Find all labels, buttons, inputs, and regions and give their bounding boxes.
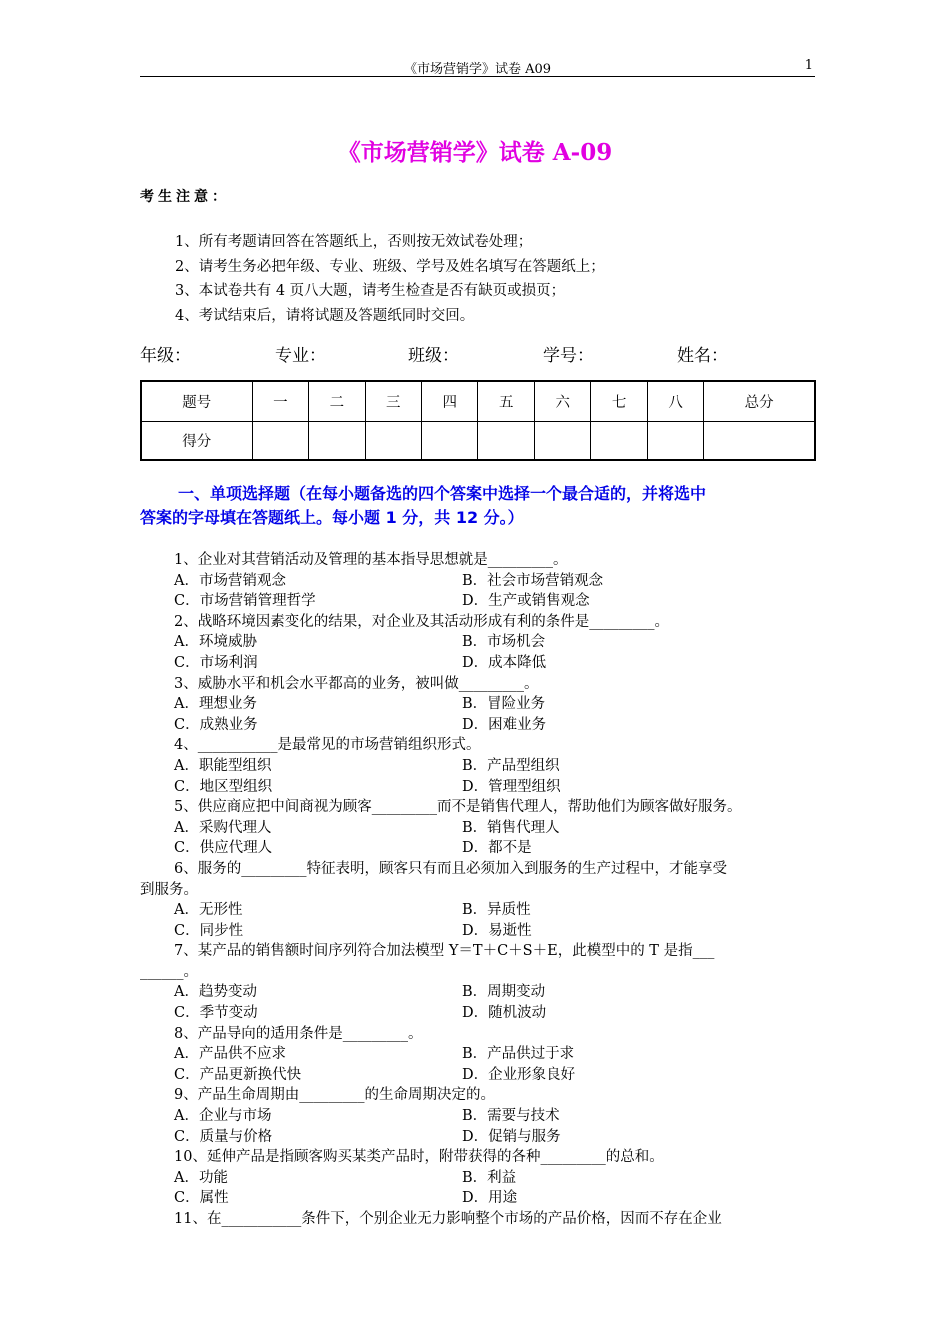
option-row: A．产品供不应求 B．产品供过于求 <box>174 1046 575 1063</box>
score-cell <box>309 421 365 460</box>
question-stem: 6、服务的_________特征表明，顾客只有而且必须加入到服务的生产过程中，才能享受 <box>174 860 727 877</box>
table-cell: 五 <box>478 381 534 421</box>
table-cell: 总分 <box>704 381 815 421</box>
score-cell <box>647 421 703 460</box>
option-row: C．产品更新换代快 D．企业形象良好 <box>174 1066 576 1083</box>
option-row: A．市场营销观念 B．社会市场营销观念 <box>174 572 604 589</box>
section-heading-line: 答案的字母填在答题纸上。每小题 1 分，共 12 分。） <box>140 508 524 527</box>
page-number: 1 <box>804 58 813 73</box>
field-major: 专业： <box>275 346 326 366</box>
page-header <box>140 58 815 77</box>
option-row: C．同步性 D．易逝性 <box>174 922 532 939</box>
score-table-score-row <box>141 421 815 460</box>
table-cell: 七 <box>591 381 647 421</box>
question-stem: 2、战略环境因素变化的结果，对企业及其活动形成有利的条件是_________。 <box>174 613 669 630</box>
option-row: C．供应代理人 D．都不是 <box>174 840 532 857</box>
section-heading <box>140 482 820 530</box>
score-cell <box>704 421 815 460</box>
table-cell: 题号 <box>141 381 252 421</box>
student-info-fields <box>140 341 820 365</box>
question-stem: 7、某产品的销售额时间序列符合加法模型 Y＝T＋C＋S＋E，此模型中的 T 是指___ <box>174 943 715 960</box>
option-row: C．属性 D．用途 <box>174 1190 518 1207</box>
table-cell: 八 <box>647 381 703 421</box>
option-row: C．成熟业务 D．困难业务 <box>174 716 547 733</box>
option-row: A．无形性 B．异质性 <box>174 902 531 919</box>
option-row: A．趋势变动 B．周期变动 <box>174 984 546 1001</box>
score-cell <box>478 421 534 460</box>
notice-item: 4、考试结束后，请将试题及答题纸同时交回。 <box>175 307 475 324</box>
header-title: 《市场营销学》试卷 A09 <box>403 62 552 77</box>
notice-item: 3、本试卷共有 4 页八大题，请考生检查是否有缺页或损页； <box>175 283 566 299</box>
option-row: A．环境威胁 B．市场机会 <box>174 634 546 651</box>
option-row: A．功能 B．利益 <box>174 1169 517 1186</box>
field-grade: 年级： <box>140 346 191 366</box>
table-cell: 六 <box>534 381 590 421</box>
field-class: 班级： <box>408 346 459 366</box>
question-stem: 5、供应商应把中间商视为顾客_________而不是销售代理人，帮助他们为顾客做好服务。 <box>174 799 742 816</box>
notice-label: 考生注意： <box>140 189 230 205</box>
option-row: A．职能型组织 B．产品型组织 <box>174 757 560 774</box>
score-cell <box>591 421 647 460</box>
table-cell: 四 <box>422 381 478 421</box>
question-stem-continued: 到服务。 <box>140 881 198 898</box>
question-stem: 11、在___________条件下，个别企业无力影响整个市场的产品价格，因而不存在企业 <box>174 1211 722 1227</box>
table-cell: 二 <box>309 381 365 421</box>
question-list <box>0 548 950 1228</box>
score-table-header-row <box>141 381 815 421</box>
score-cell <box>422 421 478 460</box>
score-cell <box>365 421 421 460</box>
question-stem: 4、___________是最常见的市场营销组织形式。 <box>174 737 481 754</box>
question-stem: 3、威胁水平和机会水平都高的业务，被叫做_________。 <box>174 675 539 692</box>
field-student-id: 学号： <box>543 346 594 366</box>
score-table <box>140 380 816 461</box>
table-cell: 得分 <box>141 421 252 460</box>
option-row: C．市场营销管理哲学 D．生产或销售观念 <box>174 593 590 610</box>
option-row: A．理想业务 B．冒险业务 <box>174 696 546 713</box>
question-stem: 9、产品生命周期由_________的生命周期决定的。 <box>174 1087 495 1104</box>
option-row: A．采购代理人 B．销售代理人 <box>174 819 560 836</box>
option-row: C．市场利润 D．成本降低 <box>174 654 547 671</box>
option-row: C．质量与价格 D．促销与服务 <box>174 1128 561 1145</box>
score-cell <box>252 421 308 460</box>
option-row: C．季节变动 D．随机波动 <box>174 1005 547 1022</box>
field-name: 姓名： <box>677 346 728 366</box>
exam-title: 《市场营销学》试卷 A-09 <box>337 139 613 166</box>
question-stem: 8、产品导向的适用条件是_________。 <box>174 1025 423 1042</box>
notice-item: 2、请考生务必把年级、专业、班级、学号及姓名填写在答题纸上； <box>175 258 605 275</box>
option-row: A．企业与市场 B．需要与技术 <box>174 1108 560 1125</box>
question-stem: 1、企业对其营销活动及管理的基本指导思想就是_________。 <box>174 552 568 568</box>
question-stem-continued: ______。 <box>140 963 198 980</box>
table-cell: 一 <box>252 381 308 421</box>
question-stem: 10、延伸产品是指顾客购买某类产品时，附带获得的各种_________的总和。 <box>174 1149 664 1166</box>
option-row: C．地区型组织 D．管理型组织 <box>174 778 561 795</box>
notice-item: 1、所有考题请回答在答题纸上，否则按无效试卷处理； <box>175 234 533 250</box>
notice-list <box>175 230 605 328</box>
section-heading-line: 一、单项选择题（在每小题备选的四个答案中选择一个最合适的，并将选中 <box>178 484 707 503</box>
table-cell: 三 <box>365 381 421 421</box>
score-cell <box>534 421 590 460</box>
